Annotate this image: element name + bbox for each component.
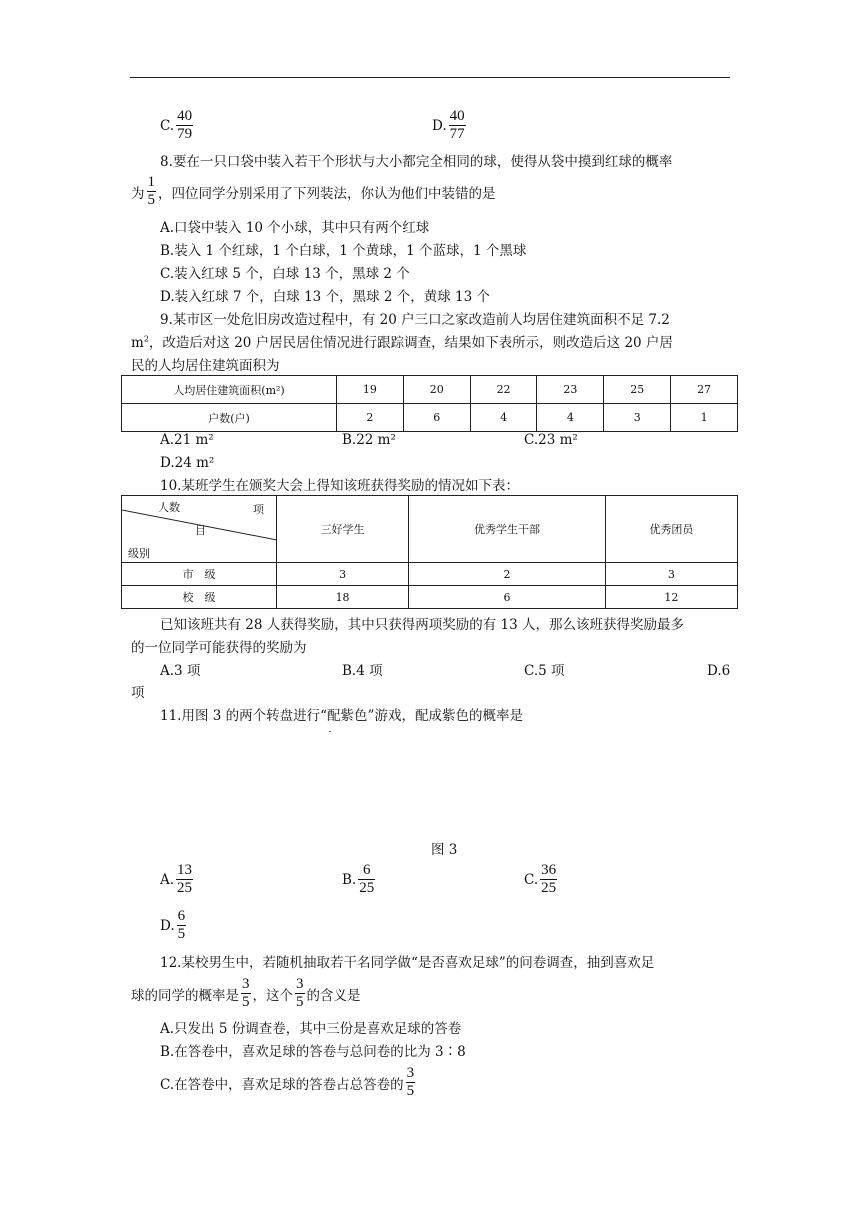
- q11-option-c-label: C.: [524, 871, 539, 888]
- q10-row-label: 校 级: [122, 586, 277, 609]
- q8-stem-post: ，四位同学分别采用了下列装法，你认为他们中装错的是: [158, 185, 496, 202]
- table-cell: 3: [605, 563, 737, 586]
- q9-stem-line3: 民的人均居住建筑面积为: [131, 358, 280, 374]
- frac-num: 6: [177, 908, 186, 924]
- q12-stem-line2: [131, 976, 361, 1011]
- q7-option-c: [160, 108, 195, 143]
- q11-option-d-label: D.: [160, 917, 175, 934]
- q11-option-b: [342, 862, 377, 897]
- frac-den: 79: [177, 126, 193, 142]
- frac-den: 5: [147, 192, 155, 208]
- q7-option-c-fraction: [176, 108, 193, 143]
- table-cell: 20: [403, 376, 470, 404]
- q8-stem-line2: [131, 174, 496, 209]
- q12-fraction-1: [241, 976, 251, 1011]
- table-cell: 19: [337, 376, 404, 404]
- q12-option-b: B.在答卷中，喜欢足球的答卷与总问卷的比为 3∶8: [160, 1044, 466, 1060]
- frac-num: 6: [358, 862, 375, 880]
- q9-unit-m: m: [131, 335, 144, 351]
- table-cell: 4: [537, 404, 604, 432]
- q8-option-a: A.口袋中装入 10 个小球，其中只有两个红球: [160, 220, 430, 236]
- q10-diagonal-header: [122, 496, 277, 563]
- table-cell: 25: [604, 376, 671, 404]
- table-row: [122, 586, 738, 609]
- q9-option-a: A.21 m²: [160, 432, 214, 448]
- q11-option-b-label: B.: [342, 871, 357, 888]
- frac-den: 25: [359, 880, 375, 896]
- q11-option-a-fraction: [176, 862, 193, 897]
- frac-den: 5: [406, 1083, 415, 1099]
- q9-stem-line2-text: ，改造后对这 20 户居民居住情况进行跟踪调查，结果如下表所示，则改造后这 20 户居: [148, 335, 673, 351]
- q11-option-d: [160, 908, 188, 943]
- q10-col-header: 三好学生: [277, 496, 409, 563]
- q11-option-c-fraction: [540, 862, 557, 897]
- diag-label-item: 项: [253, 503, 264, 516]
- table-row: [122, 376, 738, 404]
- q12-stem-line2a: 球的同学的概率是: [131, 987, 239, 1004]
- table-row: [122, 496, 738, 563]
- q12-stem-line2c: 的含义是: [306, 987, 361, 1004]
- q7-option-d: [432, 108, 468, 143]
- q8-stem-line1: 8.要在一只口袋中装入若干个形状与大小都完全相同的球，使得从袋中摸到红球的概率: [160, 154, 673, 170]
- q9-row2-header: 户数(户): [122, 404, 337, 432]
- q7-option-d-fraction: [449, 108, 466, 143]
- diag-label-people: 人数: [158, 501, 180, 514]
- q8-stem-pre: 为: [131, 185, 145, 202]
- frac-num: 40: [177, 108, 193, 124]
- q11-option-a: [160, 862, 195, 897]
- q11-option-a-label: A.: [160, 871, 175, 888]
- frac-num: 36: [541, 862, 557, 878]
- frac-num: 13: [177, 862, 193, 878]
- q10-stem-line3: 的一位同学可能获得的奖励为: [131, 640, 307, 656]
- q10-table: [121, 495, 738, 609]
- q10-col-header: 优秀团员: [605, 496, 737, 563]
- q9-option-c: C.23 m²: [524, 432, 578, 448]
- frac-num: 1: [147, 174, 155, 190]
- q11-stem-line1: 11.用图 3 的两个转盘进行“配紫色”游戏，配成紫色的概率是: [160, 708, 523, 724]
- frac-den: 25: [541, 880, 557, 896]
- q9-stem-line2: $m^2$，改造后对这 20 户居民居住情况进行跟踪调查，结果如下表所示，则改造后这 20 户居: [131, 334, 673, 351]
- q12-stem-line1: 12.某校男生中，若随机抽取若干名同学做“是否喜欢足球”的问卷调查，抽到喜欢足: [160, 955, 655, 971]
- q11-option-b-fraction: [358, 862, 375, 897]
- frac-den: 5: [296, 994, 304, 1010]
- q8-option-d: D.装入红球 7 个，白球 13 个，黑球 2 个，黄球 13 个: [160, 289, 490, 305]
- q8-option-b: B.装入 1 个红球，1 个白球，1 个黄球，1 个蓝球，1 个黑球: [160, 243, 527, 259]
- q10-option-c: C.5 项: [524, 663, 565, 679]
- table-cell: 3: [277, 563, 409, 586]
- q8-fraction: [147, 174, 157, 209]
- table-cell: 22: [470, 376, 537, 404]
- figure-placeholder-mark: [329, 731, 331, 732]
- q12-option-a: A.只发出 5 份调查卷，其中三份是喜欢足球的答卷: [160, 1021, 462, 1037]
- table-cell: 27: [671, 376, 738, 404]
- q9-table: [121, 375, 738, 432]
- q11-option-d-fraction: [177, 908, 187, 943]
- q9-option-d: D.24 m²: [160, 455, 215, 471]
- frac-num: 3: [242, 976, 250, 992]
- frac-den: 77: [449, 126, 465, 142]
- q10-option-d: D.6: [707, 663, 731, 679]
- diag-label-level: 级别: [128, 547, 150, 560]
- frac-num: 3: [406, 1065, 415, 1081]
- frac-den: 25: [177, 880, 193, 896]
- diag-label-mu: 目: [195, 524, 206, 537]
- q9-row1-header: 人均居住建筑面积(m²): [122, 376, 337, 404]
- frac-den: 5: [177, 926, 186, 942]
- q10-stem-line1: 10.某班学生在颁奖大会上得知该班获得奖励的情况如下表：: [160, 478, 519, 494]
- table-cell: 23: [537, 376, 604, 404]
- q8-option-c: C.装入红球 5 个，白球 13 个，黑球 2 个: [160, 266, 410, 282]
- frac-den: 5: [242, 994, 250, 1010]
- q10-col-header: 优秀学生干部: [409, 496, 606, 563]
- q11-figure-caption: 图 3: [431, 842, 458, 858]
- table-cell: 2: [409, 563, 606, 586]
- q12-fraction-2: [295, 976, 305, 1011]
- q12-stem-line2b: ，这个: [252, 987, 293, 1004]
- frac-num: 40: [449, 108, 465, 124]
- q10-option-d-wrap: 项: [131, 685, 145, 701]
- table-cell: 4: [470, 404, 537, 432]
- q10-option-b: B.4 项: [342, 663, 383, 679]
- q12-option-c-fraction: [406, 1065, 416, 1100]
- header-rule: [130, 77, 730, 78]
- table-row: [122, 404, 738, 432]
- q11-option-c: [524, 862, 559, 897]
- table-cell: 1: [671, 404, 738, 432]
- table-cell: 6: [409, 586, 606, 609]
- q7-option-d-label: D.: [432, 117, 447, 134]
- q12-option-c-text: C.在答卷中，喜欢足球的答卷占总答卷的: [160, 1076, 404, 1093]
- q9-stem-line1: 9.某市区一处危旧房改造过程中，有 20 户三口之家改造前人均居住建筑面积不足 7.2: [160, 312, 670, 328]
- q10-row-label: 市 级: [122, 563, 277, 586]
- table-cell: 2: [337, 404, 404, 432]
- frac-num: 3: [296, 976, 304, 992]
- table-row: [122, 563, 738, 586]
- q10-stem-line2: 已知该班共有 28 人获得奖励，其中只获得两项奖励的有 13 人，那么该班获得奖励最多: [160, 617, 685, 633]
- q10-option-a: A.3 项: [160, 663, 201, 679]
- table-cell: 18: [277, 586, 409, 609]
- q7-option-c-label: C.: [160, 117, 175, 134]
- table-cell: 6: [403, 404, 470, 432]
- table-cell: 3: [604, 404, 671, 432]
- table-cell: 12: [605, 586, 737, 609]
- q12-option-c: [160, 1065, 417, 1100]
- q9-option-b: B.22 m²: [342, 432, 396, 448]
